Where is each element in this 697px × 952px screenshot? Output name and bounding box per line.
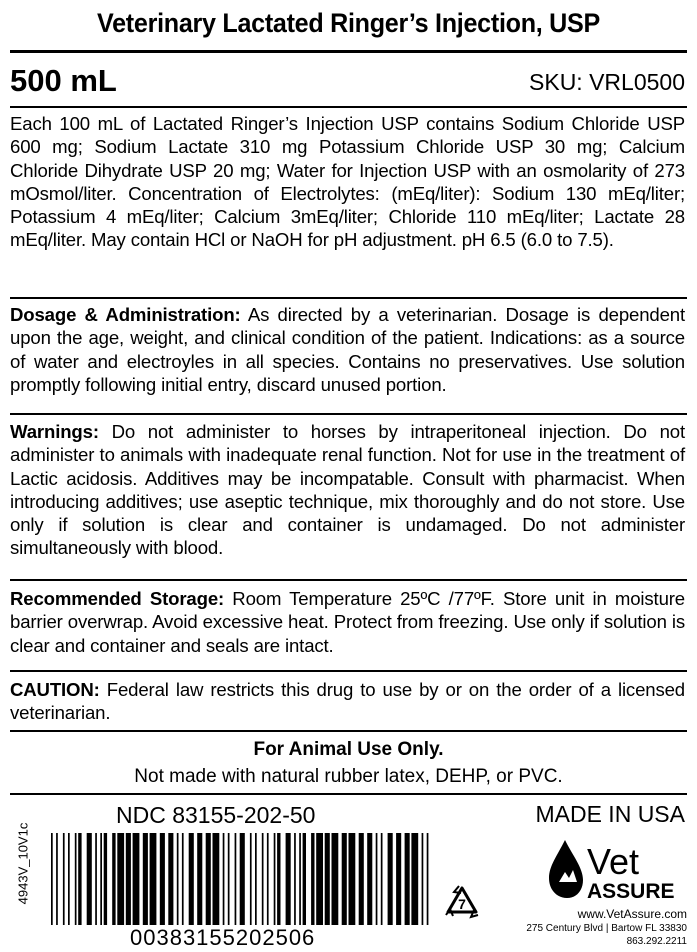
divider <box>10 297 687 299</box>
animal-use-notice: For Animal Use Only. <box>253 739 444 760</box>
barcode-bar <box>117 833 124 925</box>
divider <box>10 793 687 795</box>
barcode-bar <box>87 833 92 925</box>
barcode-bar <box>168 833 173 925</box>
product-title: Veterinary Lactated Ringer’s Injection, USP <box>97 8 600 38</box>
lot-code: 4943V_10V1c <box>15 822 31 905</box>
barcode-bar <box>63 833 65 925</box>
barcode-bar <box>316 833 323 925</box>
barcode-bar <box>359 833 364 925</box>
barcode-bar <box>160 833 165 925</box>
barcode-bar <box>376 833 378 925</box>
barcode-bar <box>342 833 347 925</box>
divider <box>10 579 687 581</box>
barcode-bar <box>311 833 314 925</box>
made-in-usa: MADE IN USA <box>535 801 685 827</box>
barcode-bar <box>213 833 220 925</box>
barcode-icon <box>51 833 429 933</box>
barcode-bar <box>299 833 301 925</box>
dosage-section <box>10 303 685 396</box>
logo-assure: ASSURE <box>587 880 675 902</box>
barcode-bar <box>294 833 296 925</box>
upc-number: 00383155202506 <box>130 925 316 950</box>
barcode-bar <box>112 833 115 925</box>
caution-heading: CAUTION: <box>10 679 100 700</box>
warnings-section <box>10 420 685 560</box>
barcode-bar <box>56 833 58 925</box>
divider <box>10 50 687 53</box>
barcode-bar <box>51 833 53 925</box>
barcode-bar <box>381 833 383 925</box>
dosage-text: As directed by a veterinarian. Dosage is dependent upon the age, weight, and clinical condition of the patient. Indications: as a source of water and electroyles in all species. Contains no preservatives. Use solution promptly following initial entry, discard unused portion. <box>10 304 685 395</box>
storage-text: Room Temperature 25ºC /77ºF. Store unit in moisture barrier overwrap. Avoid excessive heat. Protect from freezing. Use only if solution is clear and container and seals are intact. <box>10 588 685 656</box>
storage-heading: Recommended Storage: <box>10 588 225 609</box>
barcode-bar <box>388 833 393 925</box>
barcode-bar <box>68 833 70 925</box>
barcode-bar <box>367 833 372 925</box>
barcode-bar <box>189 833 194 925</box>
barcode-bar <box>274 833 276 925</box>
divider <box>10 413 687 415</box>
recycle-icon <box>438 882 486 930</box>
barcode-bar <box>206 833 211 925</box>
barcode-bar <box>197 833 202 925</box>
barcode-bar <box>427 833 429 925</box>
barcode-bar <box>177 833 179 925</box>
divider <box>10 670 687 672</box>
barcode-bar <box>150 833 157 925</box>
barcode-bar <box>262 833 264 925</box>
barcode-bar <box>405 833 410 925</box>
barcode-bar <box>78 833 81 925</box>
company-address: 275 Century Blvd | Bartow FL 33830 <box>526 923 687 934</box>
barcode-bar <box>396 833 401 925</box>
barcode-bar <box>240 833 245 925</box>
volume: 500 mL <box>10 63 117 98</box>
caution-section <box>10 678 685 725</box>
storage-section <box>10 587 685 657</box>
barcode-bar <box>277 833 280 925</box>
dosage-heading: Dosage & Administration: <box>10 304 241 325</box>
divider <box>10 106 687 108</box>
barcode-bar <box>250 833 252 925</box>
ndc-number: NDC 83155-202-50 <box>116 802 316 828</box>
barcode-bar <box>267 833 269 925</box>
website-url: www.VetAssure.com <box>577 907 687 921</box>
barcode-bar <box>332 833 339 925</box>
barcode-bar <box>100 833 102 925</box>
barcode-bar <box>133 833 140 925</box>
barcode-bar <box>104 833 107 925</box>
barcode-bar <box>422 833 424 925</box>
barcode-bar <box>182 833 184 925</box>
barcode-bar <box>303 833 306 925</box>
latex-notice: Not made with natural rubber latex, DEHP, or PVC. <box>134 766 563 787</box>
logo-vet: Vet <box>587 841 640 882</box>
warnings-heading: Warnings: <box>10 421 99 442</box>
barcode-bar <box>143 833 148 925</box>
barcode-bar <box>75 833 77 925</box>
barcode-bar <box>325 833 330 925</box>
barcode-bar <box>411 833 418 925</box>
company-phone: 863.292.2211 <box>626 936 687 947</box>
barcode-bar <box>223 833 225 925</box>
barcode-bar <box>255 833 257 925</box>
barcode-bar <box>349 833 356 925</box>
warnings-text: Do not administer to horses by intraperitoneal injection. Do not administer to animals with inadequate renal function. Not for use in the treatment of Lactic acidosis. Additives may be incompatable. Consult with pharmacist. When introducing additives; use aseptic technique, mix thoroughly and do not store. Use only if solution is clear and container is undamaged. Do not administer simultaneously with blood. <box>10 421 685 559</box>
barcode-bar <box>95 833 97 925</box>
barcode-bar <box>235 833 237 925</box>
divider <box>10 730 687 732</box>
barcode-bar <box>228 833 230 925</box>
recycle-code: 7 <box>458 896 466 912</box>
composition-text: Each 100 mL of Lactated Ringer’s Injection USP contains Sodium Chloride USP 600 mg; Sodium Lactate 310 mg Potassium Chloride USP 30 mg; Calcium Chloride Dihydrate USP 20 mg; Water for Injection USP with an osmolarity of 273 mOsmol/liter. Concentration of Electrolytes: (mEq/liter): Sodium 130 mEq/liter; Potassium 4 mEq/liter; Calcium 3mEq/liter; Chloride 110 mEq/liter; Lactate 28 mEq/liter. May contain HCl or NaOH for pH adjustment. pH 6.5 (6.0 to 7.5). <box>10 113 685 251</box>
barcode-bar <box>126 833 131 925</box>
sku: SKU: VRL0500 <box>529 69 685 95</box>
vet-assure-logo-icon <box>543 838 691 902</box>
caution-text: Federal law restricts this drug to use by or on the order of a licensed veterinarian. <box>10 679 685 724</box>
barcode-bar <box>286 833 291 925</box>
